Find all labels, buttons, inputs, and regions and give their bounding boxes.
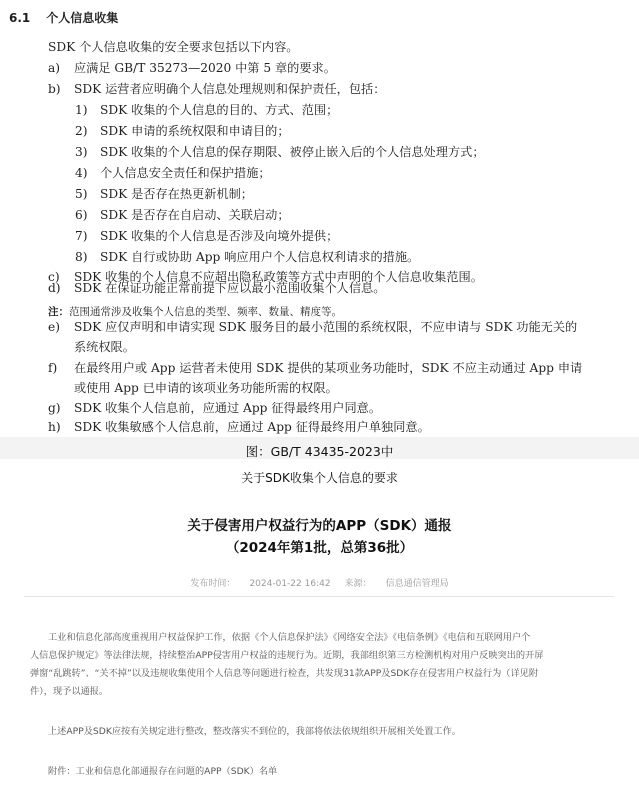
divider — [24, 596, 614, 597]
subitem-marker: 6) — [75, 208, 88, 222]
subitem-text: 个人信息安全责任和保护措施； — [100, 166, 271, 180]
figure-caption-subtitle: 关于SDK收集个人信息的要求 — [241, 471, 398, 485]
item-b-text: SDK 运营者应明确个人信息处理规则和保护责任，包括： — [74, 82, 386, 96]
subitem-marker: 4) — [75, 166, 88, 180]
note-text: 范围通常涉及收集个人信息的类型、频率、数量、精度等。 — [69, 306, 342, 318]
subitem-marker: 8) — [75, 250, 88, 264]
item-marker-d: d) — [48, 281, 61, 295]
attachment-line: 附件：工业和信息化部通报存在问题的APP（SDK）名单 — [48, 766, 278, 777]
source-info — [345, 579, 449, 589]
notice-title: 关于侵害用户权益行为的APP（SDK）通报 — [187, 518, 452, 534]
item-d-text: SDK 在保证功能正常前提下应以最小范围收集个人信息。 — [74, 281, 386, 295]
section-title: 个人信息收集 — [46, 11, 119, 25]
item-marker-b: b) — [48, 82, 61, 96]
item-e-text-line1: SDK 应仅声明和申请实现 SDK 服务目的最小范围的系统权限，不应申请与 SDK 功能无关的 — [74, 320, 578, 334]
item-h-text: SDK 收集敏感个人信息前，应通过 App 征得最终用户单独同意。 — [74, 420, 430, 434]
section-number: 6.1 — [9, 11, 31, 25]
body-paragraph-line: 工业和信息化部高度重视用户权益保护工作，依据《个人信息保护法》《网络安全法》《电信条例》《电信和互联网用户个 — [48, 632, 531, 643]
published-time: 2024-01-22 16:42 — [249, 579, 331, 589]
subitem-text: SDK 收集的个人信息的目的、方式、范围； — [100, 103, 339, 117]
published-info — [190, 579, 330, 589]
subitem-text: SDK 收集的个人信息的保存期限、被停止嵌入后的个人信息处理方式； — [100, 145, 485, 159]
item-f-text-line1: 在最终用户或 App 运营者未使用 SDK 提供的某项业务功能时，SDK 不应主动通过 App 申请 — [74, 361, 583, 375]
item-marker-e: e) — [48, 320, 60, 334]
notice-subtitle: （2024年第1批，总第36批） — [225, 540, 414, 556]
note-label: 注： — [48, 306, 69, 318]
section-heading — [9, 9, 118, 26]
note — [48, 305, 342, 319]
subitem-marker: 1) — [75, 103, 88, 117]
item-e-text-line2: 系统权限。 — [74, 340, 135, 354]
item-marker-g: g) — [48, 401, 61, 415]
body-paragraph-line: 人信息保护规定》等法律法规，持续整治APP侵害用户权益的违规行为。近期，我部组织第三方检测机构对用户反映突出的开屏 — [30, 650, 544, 661]
item-marker-c: c) — [48, 270, 60, 284]
subitem-text: SDK 自行或协助 App 响应用户个人信息权利请求的措施。 — [100, 250, 420, 264]
body-paragraph-line: 弹窗“乱跳转”、“关不掉”以及违规收集使用个人信息等问题进行检查，共发现31款APP及SDK存在侵害用户权益行为（详见附 — [30, 668, 539, 679]
published-label: 发布时间： — [190, 579, 236, 589]
figure-caption: 图：GB/T 43435-2023中 — [245, 444, 394, 459]
subitem-marker: 5) — [75, 187, 88, 201]
body-paragraph-2: 上述APP及SDK应按有关规定进行整改，整改落实不到位的，我部将依法依规组织开展相关处置工作。 — [48, 726, 461, 737]
source-label: 来源： — [344, 579, 372, 589]
source-name: 信息通信管理局 — [385, 579, 449, 589]
item-marker-a: a) — [48, 61, 61, 75]
subitem-text: SDK 申请的系统权限和申请目的； — [100, 124, 290, 138]
item-a-text: 应满足 GB/T 35273—2020 中第 5 章的要求。 — [74, 61, 336, 75]
publish-meta — [0, 576, 639, 589]
intro-text: SDK 个人信息收集的安全要求包括以下内容。 — [48, 40, 299, 54]
item-f-text-line2: 或使用 App 已申请的该项业务功能所需的权限。 — [74, 381, 338, 395]
subitem-marker: 7) — [75, 229, 88, 243]
item-g-text: SDK 收集个人信息前，应通过 App 征得最终用户同意。 — [74, 401, 382, 415]
subitem-text: SDK 收集的个人信息是否涉及向境外提供； — [100, 229, 339, 243]
subitem-marker: 3) — [75, 145, 88, 159]
item-c-text: SDK 收集的个人信息不应超出隐私政策等方式中声明的个人信息收集范围。 — [74, 270, 483, 284]
subitem-text: SDK 是否存在热更新机制； — [100, 187, 253, 201]
item-marker-f: f) — [48, 361, 58, 375]
subitem-text: SDK 是否存在自启动、关联启动； — [100, 208, 290, 222]
subitem-marker: 2) — [75, 124, 88, 138]
item-marker-h: h) — [48, 420, 61, 434]
body-paragraph-line: 件），现予以通报。 — [30, 686, 109, 697]
